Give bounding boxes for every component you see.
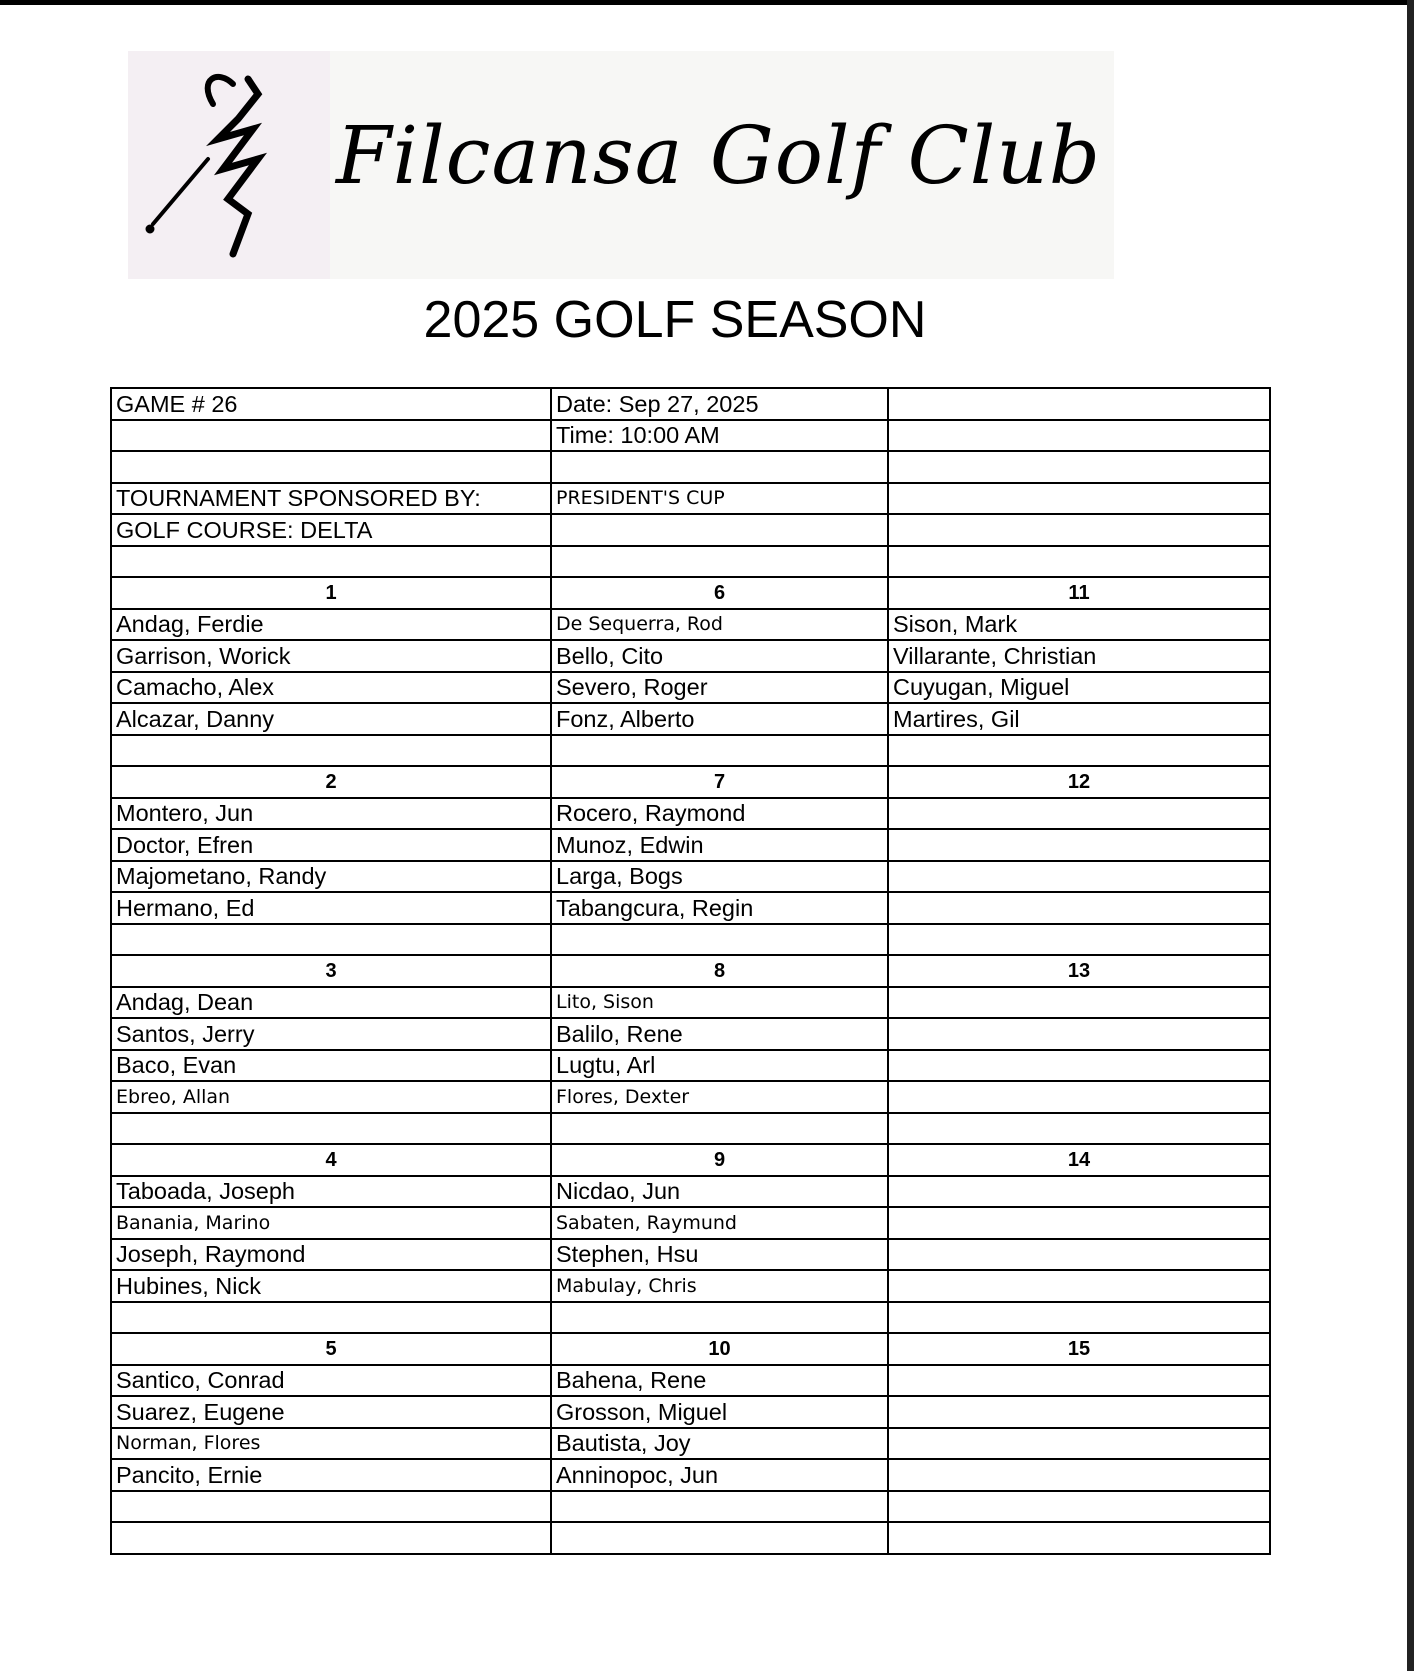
player-name: Alcazar, Danny bbox=[111, 703, 551, 735]
empty-cell bbox=[888, 1522, 1270, 1554]
player-name: Santos, Jerry bbox=[111, 1018, 551, 1050]
empty-cell bbox=[888, 798, 1270, 830]
player-name: Stephen, Hsu bbox=[551, 1239, 888, 1271]
player-name: Cuyugan, Miguel bbox=[888, 672, 1270, 704]
player-name: Severo, Roger bbox=[551, 672, 888, 704]
logo-wordmark: Filcansa Golf Club bbox=[336, 109, 1102, 202]
empty-cell bbox=[888, 987, 1270, 1019]
empty-cell bbox=[551, 1302, 888, 1334]
empty-cell bbox=[111, 451, 551, 483]
spacer-row bbox=[111, 1302, 1270, 1334]
empty-cell bbox=[551, 924, 888, 956]
player-name: Norman, Flores bbox=[111, 1428, 551, 1460]
empty-cell bbox=[111, 1113, 551, 1145]
empty-cell bbox=[111, 924, 551, 956]
player-name: Ebreo, Allan bbox=[111, 1081, 551, 1113]
header-cell: Time: 10:00 AM bbox=[551, 420, 888, 452]
player-name: Anninopoc, Jun bbox=[551, 1459, 888, 1491]
group-number: 4 bbox=[111, 1144, 551, 1176]
player-name: Grosson, Miguel bbox=[551, 1396, 888, 1428]
player-name: Larga, Bogs bbox=[551, 861, 888, 893]
player-name: Andag, Ferdie bbox=[111, 609, 551, 641]
empty-cell bbox=[888, 1176, 1270, 1208]
player-name: Villarante, Christian bbox=[888, 640, 1270, 672]
spacer-row bbox=[111, 1522, 1270, 1554]
player-row bbox=[111, 798, 1270, 830]
group-number: 14 bbox=[888, 1144, 1270, 1176]
empty-cell bbox=[111, 420, 551, 452]
empty-cell bbox=[888, 861, 1270, 893]
empty-cell bbox=[551, 514, 888, 546]
player-name: Santico, Conrad bbox=[111, 1365, 551, 1397]
header-row bbox=[111, 514, 1270, 546]
group-number: 7 bbox=[551, 766, 888, 798]
club-logo bbox=[128, 51, 1114, 279]
player-row bbox=[111, 1459, 1270, 1491]
group-number: 1 bbox=[111, 577, 551, 609]
empty-cell bbox=[888, 514, 1270, 546]
empty-cell bbox=[888, 546, 1270, 578]
spacer-row bbox=[111, 924, 1270, 956]
empty-cell bbox=[888, 1491, 1270, 1523]
empty-cell bbox=[551, 546, 888, 578]
empty-cell bbox=[551, 1522, 888, 1554]
header-row bbox=[111, 451, 1270, 483]
player-row bbox=[111, 1050, 1270, 1082]
player-name: Balilo, Rene bbox=[551, 1018, 888, 1050]
player-row bbox=[111, 609, 1270, 641]
player-name: Tabangcura, Regin bbox=[551, 892, 888, 924]
group-number-row bbox=[111, 577, 1270, 609]
player-row bbox=[111, 829, 1270, 861]
header-row bbox=[111, 483, 1270, 515]
player-name: Nicdao, Jun bbox=[551, 1176, 888, 1208]
group-number-row bbox=[111, 955, 1270, 987]
empty-cell bbox=[551, 1491, 888, 1523]
group-number: 3 bbox=[111, 955, 551, 987]
group-number: 13 bbox=[888, 955, 1270, 987]
player-row bbox=[111, 1081, 1270, 1113]
empty-cell bbox=[888, 388, 1270, 420]
player-row bbox=[111, 1365, 1270, 1397]
page-title: 2025 GOLF SEASON bbox=[423, 291, 927, 349]
group-number: 9 bbox=[551, 1144, 888, 1176]
spacer-row bbox=[111, 735, 1270, 767]
window-right-border bbox=[1407, 0, 1414, 1671]
empty-cell bbox=[888, 735, 1270, 767]
player-name: Bahena, Rene bbox=[551, 1365, 888, 1397]
empty-cell bbox=[888, 1239, 1270, 1271]
player-name: Doctor, Efren bbox=[111, 829, 551, 861]
player-row bbox=[111, 640, 1270, 672]
header-cell: TOURNAMENT SPONSORED BY: bbox=[111, 483, 551, 515]
empty-cell bbox=[888, 1207, 1270, 1239]
player-row bbox=[111, 703, 1270, 735]
player-name: Hubines, Nick bbox=[111, 1270, 551, 1302]
player-name: Suarez, Eugene bbox=[111, 1396, 551, 1428]
player-row bbox=[111, 892, 1270, 924]
group-number-row bbox=[111, 1333, 1270, 1365]
empty-cell bbox=[551, 451, 888, 483]
group-number: 11 bbox=[888, 577, 1270, 609]
header-cell: GOLF COURSE: DELTA bbox=[111, 514, 551, 546]
player-row bbox=[111, 1428, 1270, 1460]
empty-cell bbox=[888, 1270, 1270, 1302]
player-name: Banania, Marino bbox=[111, 1207, 551, 1239]
empty-cell bbox=[111, 1522, 551, 1554]
group-number: 2 bbox=[111, 766, 551, 798]
player-name: Rocero, Raymond bbox=[551, 798, 888, 830]
player-name: Baco, Evan bbox=[111, 1050, 551, 1082]
player-name: Bello, Cito bbox=[551, 640, 888, 672]
empty-cell bbox=[888, 1081, 1270, 1113]
player-name: Garrison, Worick bbox=[111, 640, 551, 672]
player-name: Sison, Mark bbox=[888, 609, 1270, 641]
group-number: 8 bbox=[551, 955, 888, 987]
empty-cell bbox=[888, 420, 1270, 452]
empty-cell bbox=[888, 829, 1270, 861]
player-name: Munoz, Edwin bbox=[551, 829, 888, 861]
player-name: De Sequerra, Rod bbox=[551, 609, 888, 641]
empty-cell bbox=[888, 483, 1270, 515]
group-number-row bbox=[111, 1144, 1270, 1176]
empty-cell bbox=[111, 1491, 551, 1523]
header-cell: Date: Sep 27, 2025 bbox=[551, 388, 888, 420]
header-row bbox=[111, 388, 1270, 420]
player-name: Majometano, Randy bbox=[111, 861, 551, 893]
player-row bbox=[111, 1396, 1270, 1428]
group-number: 12 bbox=[888, 766, 1270, 798]
player-name: Bautista, Joy bbox=[551, 1428, 888, 1460]
group-number-row bbox=[111, 766, 1270, 798]
player-row bbox=[111, 672, 1270, 704]
schedule-table bbox=[110, 387, 1271, 1555]
empty-cell bbox=[888, 924, 1270, 956]
group-number: 10 bbox=[551, 1333, 888, 1365]
player-name: Taboada, Joseph bbox=[111, 1176, 551, 1208]
player-row bbox=[111, 1239, 1270, 1271]
empty-cell bbox=[888, 1113, 1270, 1145]
spacer-row bbox=[111, 1491, 1270, 1523]
player-name: Lugtu, Arl bbox=[551, 1050, 888, 1082]
empty-cell bbox=[111, 735, 551, 767]
empty-cell bbox=[888, 1459, 1270, 1491]
player-name: Sabaten, Raymund bbox=[551, 1207, 888, 1239]
empty-cell bbox=[888, 1365, 1270, 1397]
empty-cell bbox=[888, 451, 1270, 483]
empty-cell bbox=[888, 892, 1270, 924]
player-name: Fonz, Alberto bbox=[551, 703, 888, 735]
spacer-row bbox=[111, 1113, 1270, 1145]
player-name: Mabulay, Chris bbox=[551, 1270, 888, 1302]
player-row bbox=[111, 1270, 1270, 1302]
empty-cell bbox=[888, 1018, 1270, 1050]
player-name: Pancito, Ernie bbox=[111, 1459, 551, 1491]
empty-cell bbox=[551, 1113, 888, 1145]
window-top-border bbox=[0, 0, 1414, 5]
empty-cell bbox=[888, 1302, 1270, 1334]
group-number: 15 bbox=[888, 1333, 1270, 1365]
empty-cell bbox=[888, 1428, 1270, 1460]
empty-cell bbox=[111, 1302, 551, 1334]
golfer-silhouette-icon bbox=[138, 59, 328, 269]
player-name: Joseph, Raymond bbox=[111, 1239, 551, 1271]
player-row bbox=[111, 1207, 1270, 1239]
header-cell: PRESIDENT'S CUP bbox=[551, 483, 888, 515]
empty-cell bbox=[551, 735, 888, 767]
player-row bbox=[111, 987, 1270, 1019]
empty-cell bbox=[888, 1396, 1270, 1428]
player-row bbox=[111, 861, 1270, 893]
player-name: Andag, Dean bbox=[111, 987, 551, 1019]
player-name: Flores, Dexter bbox=[551, 1081, 888, 1113]
player-row bbox=[111, 1018, 1270, 1050]
player-name: Lito, Sison bbox=[551, 987, 888, 1019]
player-row bbox=[111, 1176, 1270, 1208]
player-name: Hermano, Ed bbox=[111, 892, 551, 924]
empty-cell bbox=[111, 546, 551, 578]
header-row bbox=[111, 420, 1270, 452]
header-cell: GAME # 26 bbox=[111, 388, 551, 420]
player-name: Montero, Jun bbox=[111, 798, 551, 830]
player-name: Martires, Gil bbox=[888, 703, 1270, 735]
player-name: Camacho, Alex bbox=[111, 672, 551, 704]
group-number: 5 bbox=[111, 1333, 551, 1365]
group-number: 6 bbox=[551, 577, 888, 609]
empty-cell bbox=[888, 1050, 1270, 1082]
header-row bbox=[111, 546, 1270, 578]
